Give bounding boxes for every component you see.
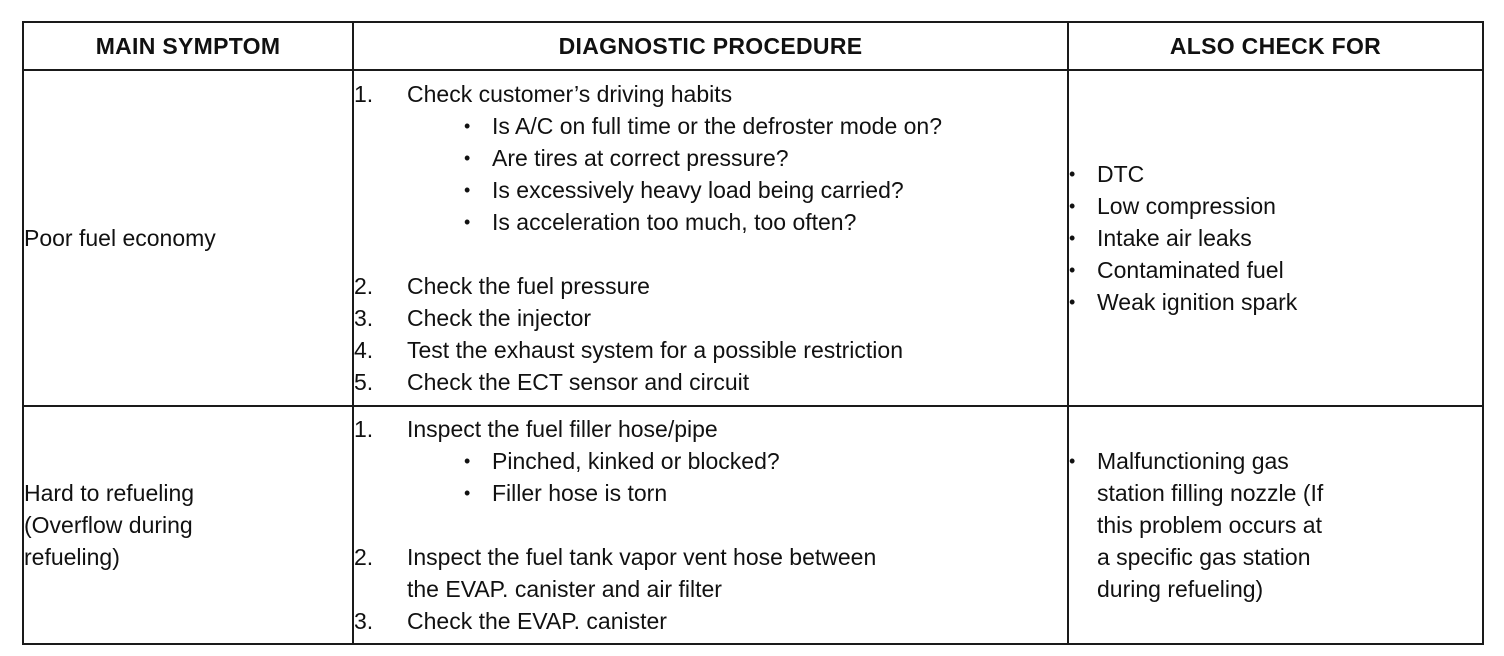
bullet-icon: • [464,148,471,168]
bullet-icon: • [1069,228,1076,248]
bullet-icon: • [1069,196,1076,216]
bullet-icon: • [1069,260,1076,280]
also-check-text-line: a specific gas station [1097,544,1311,570]
table-row [23,406,1483,644]
sub-item [464,174,1067,206]
procedure-cell [353,70,1068,406]
procedure-step [354,270,1067,302]
also-check-text-line: this problem occurs at [1097,512,1322,538]
procedure-step [354,605,1067,637]
bullet-icon: • [464,180,471,200]
step-number: 3. [354,305,374,331]
sub-item-text: Filler hose is torn [492,480,668,506]
step-text-line: Inspect the fuel tank vapor vent hose between [407,544,877,570]
step-text-line: the EVAP. canister and air filter [407,576,722,602]
sub-item-text: Is A/C on full time or the defroster mode on? [492,113,943,139]
step-number: 2. [354,544,374,570]
step-text: Check the ECT sensor and circuit [407,369,750,395]
sub-item-text: Pinched, kinked or blocked? [492,448,780,474]
also-check-cell [1068,70,1483,406]
symptom-cell [23,70,353,406]
step-number: 1. [354,416,374,442]
symptom-text-line: Hard to refueling [24,480,195,506]
sub-item [464,206,1067,238]
sub-item [464,445,1067,477]
also-check-text: Contaminated fuel [1097,257,1284,283]
sub-list [354,445,1067,509]
also-check-text: DTC [1097,161,1145,187]
procedure-step [354,302,1067,334]
step-number: 4. [354,337,374,363]
step-text: Check customer’s driving habits [407,81,733,107]
bullet-icon: • [1069,164,1076,184]
step-text: Check the injector [407,305,592,331]
header-row [23,22,1483,70]
procedure-step [354,541,1067,605]
step-number: 1. [354,81,374,107]
sub-item [464,110,1067,142]
sub-item-text: Is excessively heavy load being carried? [492,177,904,203]
also-check-item [1069,158,1482,190]
procedure-cell [353,406,1068,644]
procedure-step [354,334,1067,366]
bullet-icon: • [464,116,471,136]
step-number: 2. [354,273,374,299]
spacer [354,509,1067,541]
step-text: Test the exhaust system for a possible restriction [407,337,903,363]
symptom-cell [23,406,353,644]
also-check-cell [1068,406,1483,644]
procedure-step [354,413,1067,445]
sub-item [464,142,1067,174]
header-diagnostic-procedure: DIAGNOSTIC PROCEDURE [353,22,1068,70]
also-check-text: Weak ignition spark [1097,289,1298,315]
also-check-item [1069,190,1482,222]
spacer [354,238,1067,270]
step-text: Check the EVAP. canister [407,608,667,634]
also-check-item [1069,445,1482,605]
bullet-icon: • [1069,292,1076,312]
sub-item [464,477,1067,509]
also-check-text: Low compression [1097,193,1276,219]
bullet-icon: • [1069,451,1076,471]
symptom-text: Poor fuel economy [24,225,216,251]
diagnostic-table [22,21,1484,645]
bullet-icon: • [464,451,471,471]
bullet-icon: • [464,483,471,503]
symptom-text-line: refueling) [24,544,120,570]
sub-item-text: Is acceleration too much, too often? [492,209,857,235]
sub-item-text: Are tires at correct pressure? [492,145,789,171]
symptom-text-line: (Overflow during [24,512,193,538]
also-check-text-line: station filling nozzle (If [1097,480,1324,506]
sub-list [354,110,1067,238]
header-also-check-for: ALSO CHECK FOR [1068,22,1483,70]
header-main-symptom: MAIN SYMPTOM [23,22,353,70]
also-check-text-line: during refueling) [1097,576,1264,602]
step-number: 3. [354,608,374,634]
also-check-item [1069,222,1482,254]
table-row [23,70,1483,406]
step-text: Inspect the fuel filler hose/pipe [407,416,718,442]
bullet-icon: • [464,212,471,232]
procedure-step [354,78,1067,110]
procedure-step [354,366,1067,398]
also-check-item [1069,254,1482,286]
step-text: Check the fuel pressure [407,273,650,299]
also-check-text-line: Malfunctioning gas [1097,448,1289,474]
step-number: 5. [354,369,374,395]
also-check-item [1069,286,1482,318]
also-check-text: Intake air leaks [1097,225,1252,251]
